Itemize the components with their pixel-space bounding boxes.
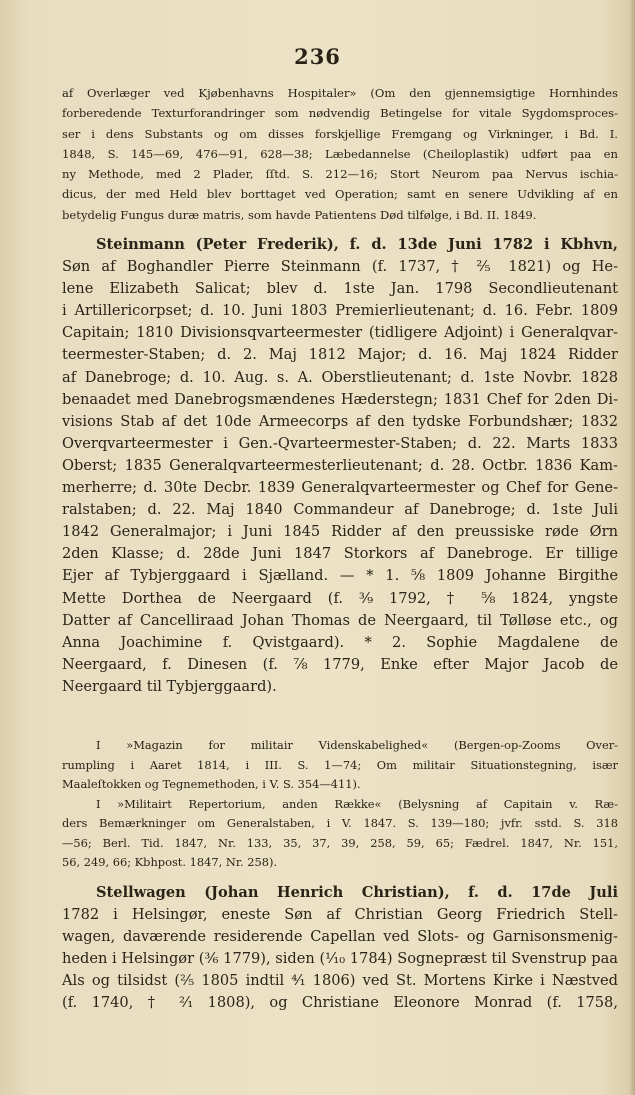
- text-line: af Overlæger ved Kjøbenhavns Hospitaler» (Om den gjennemsigtige Hornhindes: [62, 86, 618, 100]
- text-line: 1842 Generalmajor; i Juni 1845 Ridder af den preussiske røde Ørn: [62, 523, 618, 541]
- reference-line: I »Magazin for militair Videnskabelighed« (Bergen-op-Zooms Over-: [96, 738, 618, 752]
- text-line: Oberst; 1835 Generalqvarteermesterlieutenant; d. 28. Octbr. 1836 Kam-: [62, 456, 618, 474]
- text-line: lene Elizabeth Salicat; blev d. 1ste Jan. 1798 Secondlieutenant: [62, 280, 618, 298]
- text-line: Anna Joachimine f. Qvistgaard). * 2. Sophie Magdalene de: [62, 633, 618, 651]
- text-line: ralstaben; d. 22. Maj 1840 Commandeur af Danebroge; d. 1ste Juli: [62, 501, 618, 519]
- text-line: teermester-Staben; d. 2. Maj 1812 Major; d. 16. Maj 1824 Ridder: [62, 346, 618, 364]
- text-line: heden i Helsingør (³⁄₆ 1779), siden (¹⁄₁₀ 1784) Sognepræst til Svenstrup paa: [62, 950, 618, 968]
- text-line: visions Stab af det 10de Armeecorps af den tydske Forbundshær; 1832: [62, 412, 618, 430]
- text-line: ser i dens Substants og om disses forskjellige Fremgang og Virkninger, i Bd. I.: [62, 126, 618, 141]
- text-line: benaadet med Danebrogsmændenes Hæderstegn; 1831 Chef for 2den Di-: [62, 390, 618, 408]
- text-line: Mette Dorthea de Neergaard (f. ³⁄₉ 1792, † ⅝ 1824, yngste: [62, 589, 618, 607]
- reference-line: 56, 249, 66; Kbhpost. 1847, Nr. 258).: [62, 855, 278, 869]
- text-line: af Danebroge; d. 10. Aug. s. A. Oberstlieutenant; d. 1ste Novbr. 1828: [62, 368, 618, 386]
- text-line: betydelig Fungus duræ matris, som havde Patientens Død tilfølge, i Bd. II. 1849.: [62, 207, 537, 222]
- text-line: 1848, S. 145—69, 476—91, 628—38; Læbedannelse (Cheiloplastik) udført paa en: [62, 146, 618, 161]
- entry-steinmann-references: [62, 736, 618, 873]
- text-line: Capitain; 1810 Divisionsqvarteermester (tidligere Adjoint) i Generalqvar-: [62, 324, 618, 342]
- text-line: 1782 i Helsingør, eneste Søn af Christian Georg Friedrich Stell-: [62, 906, 618, 924]
- text-line: 2den Klasse; d. 28de Juni 1847 Storkors af Danebroge. Er tillige: [62, 545, 618, 563]
- reference-line: —56; Berl. Tid. 1847, Nr. 133, 35, 37, 39, 258, 59, 65; Fædrel. 1847, Nr. 151,: [62, 835, 618, 850]
- entry-stellwagen: [62, 882, 618, 1015]
- text-line: ny Methode, med 2 Plader, ſſtd. S. 212—16; Stort Neurom paa Nervus ischia-: [62, 167, 618, 182]
- text-line: Søn af Boghandler Pierre Steinmann (f. 1737, † ⅖ 1821) og He-: [62, 258, 618, 276]
- reference-line: I »Militairt Repertorium, anden Række« (Belysning af Capitain v. Ræ-: [96, 796, 618, 811]
- entry-steinmann: [62, 234, 618, 698]
- entry-heading-line: Steinmann (Peter Frederik), f. d. 13de Juni 1782 i Kbhvn,: [96, 236, 618, 253]
- text-line: forberedende Texturforandringer som nødvendig Betingelse for vitale Sygdomsproces-: [62, 106, 618, 121]
- page-number: 236: [294, 44, 341, 69]
- text-line: Overqvarteermester i Gen.-Qvarteermester-Staben; d. 22. Marts 1833: [62, 434, 618, 452]
- text-line: (f. 1740, † ²⁄₁ 1808), og Christiane Eleonore Monrad (f. 1758,: [62, 994, 618, 1012]
- text-line: Ejer af Tybjerggaard i Sjælland. — * 1. ⅝ 1809 Johanne Birgithe: [62, 567, 618, 585]
- text-line: merherre; d. 30te Decbr. 1839 Generalqvarteermester og Chef for Gene-: [62, 479, 618, 497]
- reference-line: Maaleſtokken og Tegnemethoden, i V. S. 354—411).: [62, 777, 361, 791]
- text-line: i Artillericorpset; d. 10. Juni 1803 Premierlieutenant; d. 16. Febr. 1809: [62, 302, 618, 320]
- entry-heading-line: Stellwagen (Johan Henrich Christian), f. d. 17de Juli: [96, 884, 618, 901]
- text-line: Neergaard, f. Dinesen (f. ⅞ 1779, Enke efter Major Jacob de: [62, 655, 618, 673]
- text-line: Als og tilsidst (²⁄₅ 1805 indtil ⁴⁄₁ 1806) ved St. Mortens Kirke i Næstved: [62, 972, 618, 990]
- reference-line: rumpling i Aaret 1814, i III. S. 1—74; Om militair Situationstegning, især: [62, 757, 618, 772]
- text-line: Datter af Cancelliraad Johan Thomas de Neergaard, til Tølløse etc., og: [62, 611, 618, 629]
- reference-line: ders Bemærkninger om Generalstaben, i V. 1847. S. 139—180; jvfr. sstd. S. 318: [62, 816, 618, 830]
- page-edge-shadow: [629, 0, 635, 1095]
- text-line: dicus, der med Held blev borttaget ved Operation; samt en senere Udvikling af en: [62, 187, 618, 202]
- text-line: wagen, daværende residerende Capellan ved Slots- og Garnisonsmenig-: [62, 928, 618, 946]
- text-line: Neergaard til Tybjerggaard).: [62, 677, 277, 695]
- previous-entry-continuation: [62, 83, 618, 225]
